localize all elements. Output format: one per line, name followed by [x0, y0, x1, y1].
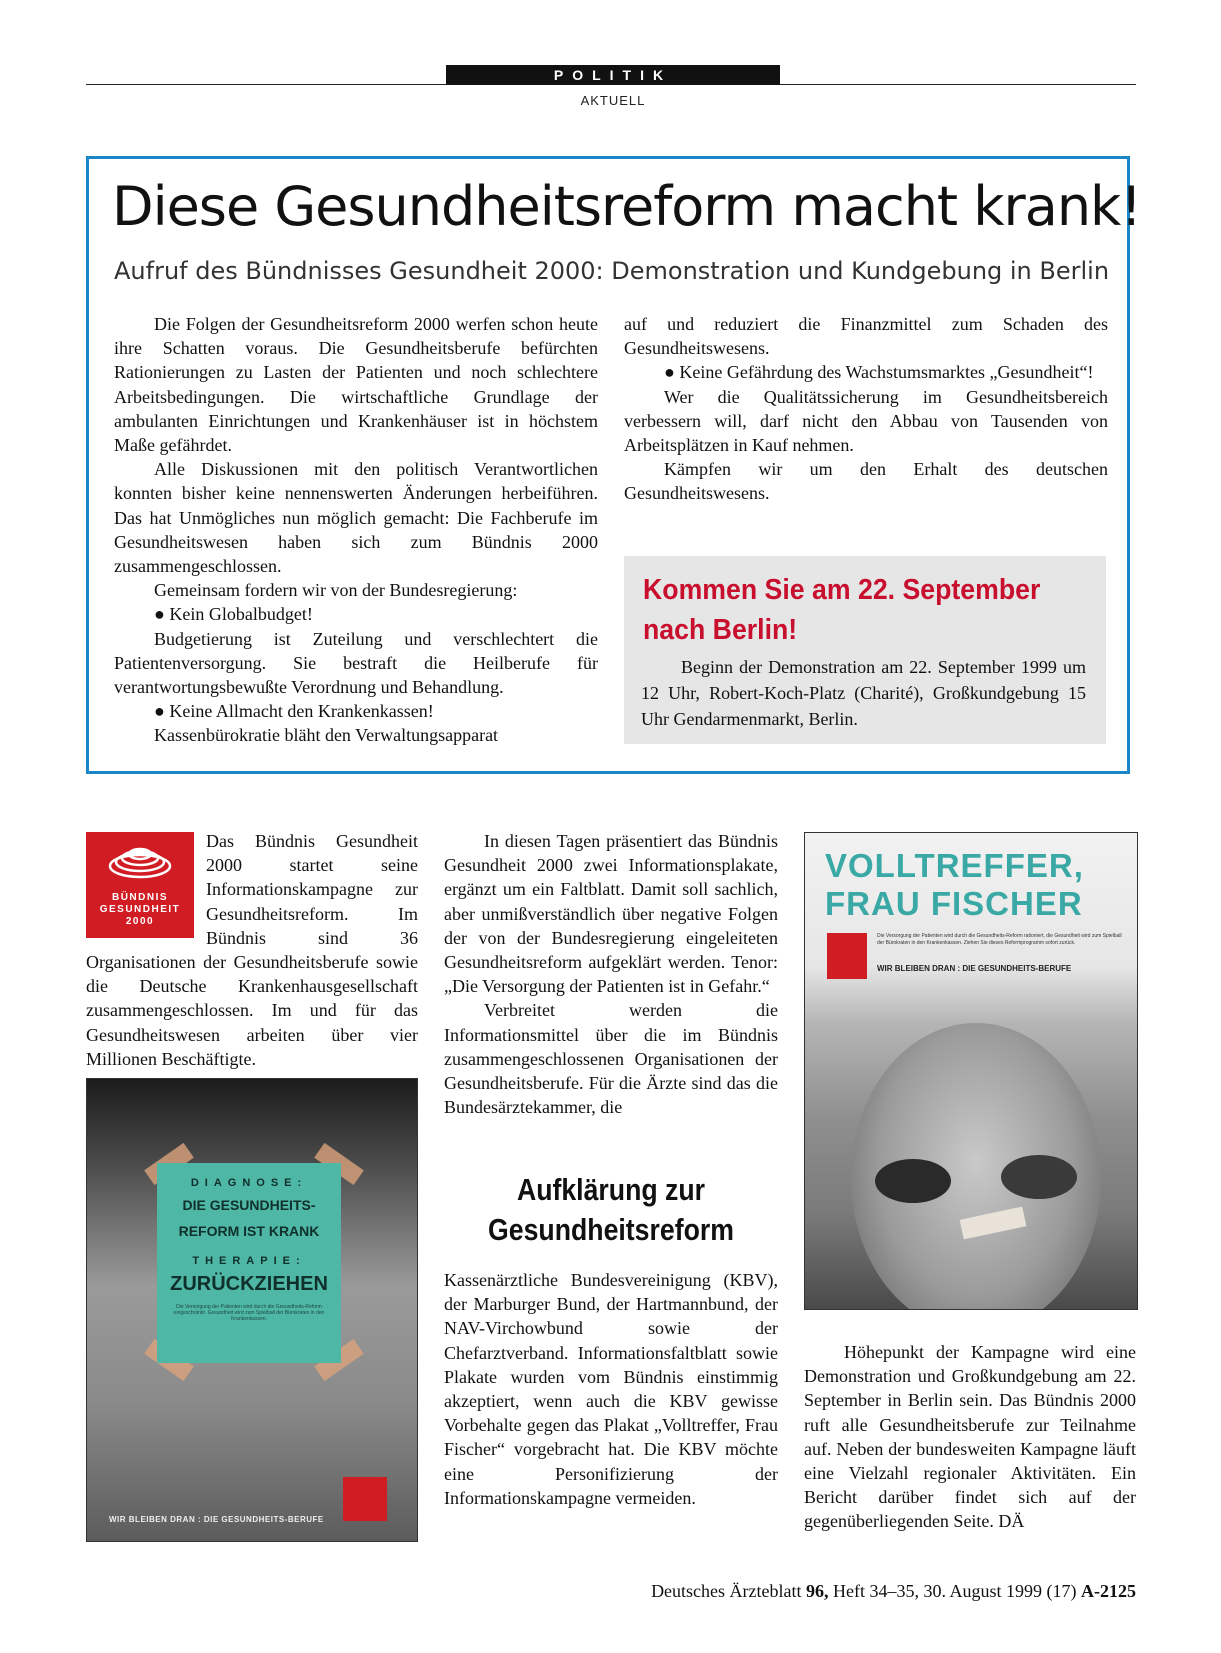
appeal-paragraph: auf und reduziert die Finanzmittel zum Schaden des Gesundheitswesens.: [624, 314, 1108, 359]
appeal-subtitle: Aufruf des Bündnisses Gesundheit 2000: Demonstration und Kundgebung in Berlin: [114, 257, 1110, 285]
poster-diagnose-image: [86, 1078, 418, 1542]
issue-info: Heft 34–35, 30. August 1999 (17): [828, 1581, 1081, 1601]
appeal-paragraph: Alle Diskussionen mit den politisch Verantwortlichen konnten bisher keine nennenswerten Änderungen herbeiführen. Das hat Unmögliches nun möglich gemacht: Die Fachberufe im Gesundheitswesen haben sich zum Bündnis 2000 zusammengeschlossen.: [114, 459, 598, 577]
poster-diagnose-card: [157, 1163, 341, 1363]
left-eye-bruise: [875, 1159, 951, 1203]
article-column-2-continued: [444, 1268, 778, 1510]
logo-line: 2000: [125, 916, 155, 927]
article-paragraph: Höhepunkt der Kampagne wird eine Demonstration und Großkundgebung am 22. September in Berlin sein. Das Bündnis 2000 ruft alle Gesundheitsberufe zur Teilnahme auf. Neben der bundesweiten Kampagne läuft eine Vielzahl regionaler Aktivitäten. Ein Bericht darüber findet sich auf der gegenüberliegenden Seite. DÄ: [804, 1342, 1136, 1532]
poster-slogan: WIR BLEIBEN DRAN : DIE GESUNDHEITS-BERUFE: [109, 1515, 324, 1524]
poster-title-line: VOLLTREFFER,: [825, 847, 1084, 884]
poster-text: THERAPIE:: [192, 1255, 306, 1267]
poster-small-text: Die Versorgung der Patienten wird durch die Gesundheits-Reform rationiert, die Gesundheit wird zum Spielball der Bürokraten in den Krankenkassen. Ziehen Sie dieses Reformprogramm sofort zurück.: [877, 933, 1122, 946]
appeal-demand: ● Kein Globalbudget!: [154, 604, 313, 625]
poster-text: DIAGNOSE:: [190, 1177, 308, 1189]
right-eye-bruise: [1001, 1155, 1077, 1199]
appeal-demand: ● Keine Gefährdung des Wachstumsmarktes „Gesundheit“!: [664, 362, 1094, 383]
journal-name: Deutsches Ärzteblatt: [651, 1581, 807, 1601]
appeal-paragraph: Kassenbürokratie bläht den Verwaltungsapparat: [154, 725, 499, 746]
subsection-label: AKTUELL: [580, 93, 646, 108]
journal-volume: 96,: [806, 1581, 829, 1601]
article-paragraph: Das Bündnis Gesundheit 2000 startet seine Informationskampagne zur Gesundheitsreform. Im Bündnis sind 36 Organisationen der Gesundheitsberufe sowie die Deutsche Krankenhausgesellschaft zusammengeschlossen. Im und für das Gesundheitswesen arbeiten über vier Millionen Beschäftigte.: [86, 831, 418, 1069]
poster-title: [825, 847, 1125, 923]
poster-logo-icon: [827, 933, 867, 979]
poster-volltreffer-image: [804, 832, 1138, 1310]
poster-small-text: Die Versorgung der Patienten wird durch die Gesundheits-Reform eingeschränkt. Gesundheit wird zum Spielball der Bürokraten in den Krankenkassen.: [173, 1304, 325, 1322]
poster-text: REFORM IST KRANK: [178, 1223, 320, 1239]
article-subhead: Aufklärung zur Gesundheitsreform: [488, 1172, 734, 1247]
article-paragraph: Verbreitet werden die Informationsmittel über die im Bündnis zusammengeschlossenen Organisationen der Gesundheitsberufe. Für die Ärzte sind das die Bundesärztekammer, die: [444, 1000, 778, 1118]
logo-line: BÜNDNIS: [111, 892, 169, 903]
logo-spacer: [86, 829, 206, 941]
page-number: A-2125: [1081, 1581, 1136, 1601]
article-column-2: [444, 829, 778, 1119]
appeal-paragraph: Kämpfen wir um den Erhalt des deutschen Gesundheitswesens.: [624, 459, 1108, 504]
poster-text: DIE GESUNDHEITS-: [182, 1197, 316, 1213]
appeal-demand: ● Keine Allmacht den Krankenkassen!: [154, 701, 434, 722]
appeal-paragraph: Gemeinsam fordern wir von der Bundesregierung:: [154, 580, 518, 601]
appeal-column-2: [624, 312, 1108, 506]
poster-logo-icon: [343, 1477, 387, 1521]
callout-text: Beginn der Demonstration am 22. September 1999 um 12 Uhr, Robert-Koch-Platz (Charité), Großkundgebung 15 Uhr Gendarmenmarkt, Berlin.: [641, 657, 1086, 729]
appeal-paragraph: Budgetierung ist Zuteilung und verschlechtert die Patientenversorgung. Sie bestraft die Heilberufe für verantwortungsbewußte Verordnung und Behandlung.: [114, 628, 598, 698]
page-footer: [500, 1581, 1136, 1602]
appeal-paragraph: Wer die Qualitätssicherung im Gesundheitsbereich verbessern will, darf nicht den Abbau von Tausenden von Arbeitsplätzen in Kauf nehmen.: [624, 386, 1108, 456]
logo-line: GESUNDHEIT: [99, 904, 181, 915]
poster-text: ZURÜCKZIEHEN: [170, 1273, 328, 1295]
article-paragraph: In diesen Tagen präsentiert das Bündnis Gesundheit 2000 zwei Informationsplakate, ergänzt um ein Faltblatt. Damit soll sachlich, aber unmißverständlich über negative Folgen der von der Bundesregierung eingeleiteten Gesundheitsreform aufgeklärt werden. Tenor: „Die Versorgung der Patienten ist in Gefahr.“: [444, 831, 778, 997]
poster-title-line: FRAU FISCHER: [825, 885, 1083, 922]
appeal-paragraph: Die Folgen der Gesundheitsreform 2000 werfen schon heute ihre Schatten voraus. Die Gesundheitsberufe befürchten Rationierungen zu Lasten der Patienten und noch schlechtere Arbeitsbedingungen. Die wirtschaftliche Grundlage der ambulanten Einrichtungen und Krankenhäuser ist in höchstem Maße gefährdet.: [114, 314, 598, 456]
article-paragraph: Kassenärztliche Bundesvereinigung (KBV), der Marburger Bund, der Hartmannbund, der NAV-Virchowbund sowie der Chefarztverband. Informationsfaltblatt sowie Plakate wurden vom Bündnis einstimmig akzeptiert, wenn auch die KBV gewisse Vorbehalte gegen das Plakat „Volltreffer, Frau Fischer“ vorgebracht hat. Die KBV möchte eine Personifizierung der Informationskampagne vermeiden.: [444, 1270, 778, 1508]
appeal-column-1: [114, 312, 598, 748]
callout-body: [641, 654, 1086, 732]
section-label: POLITIK: [446, 65, 780, 85]
callout-headline: Kommen Sie am 22. September nach Berlin!: [643, 574, 1041, 646]
article-column-1: [86, 829, 418, 1071]
poster-slogan: WIR BLEIBEN DRAN : DIE GESUNDHEITS-BERUFE: [877, 964, 1072, 973]
appeal-title: Diese Gesundheitsreform macht krank!: [112, 175, 1141, 238]
article-column-3: [804, 1340, 1136, 1534]
